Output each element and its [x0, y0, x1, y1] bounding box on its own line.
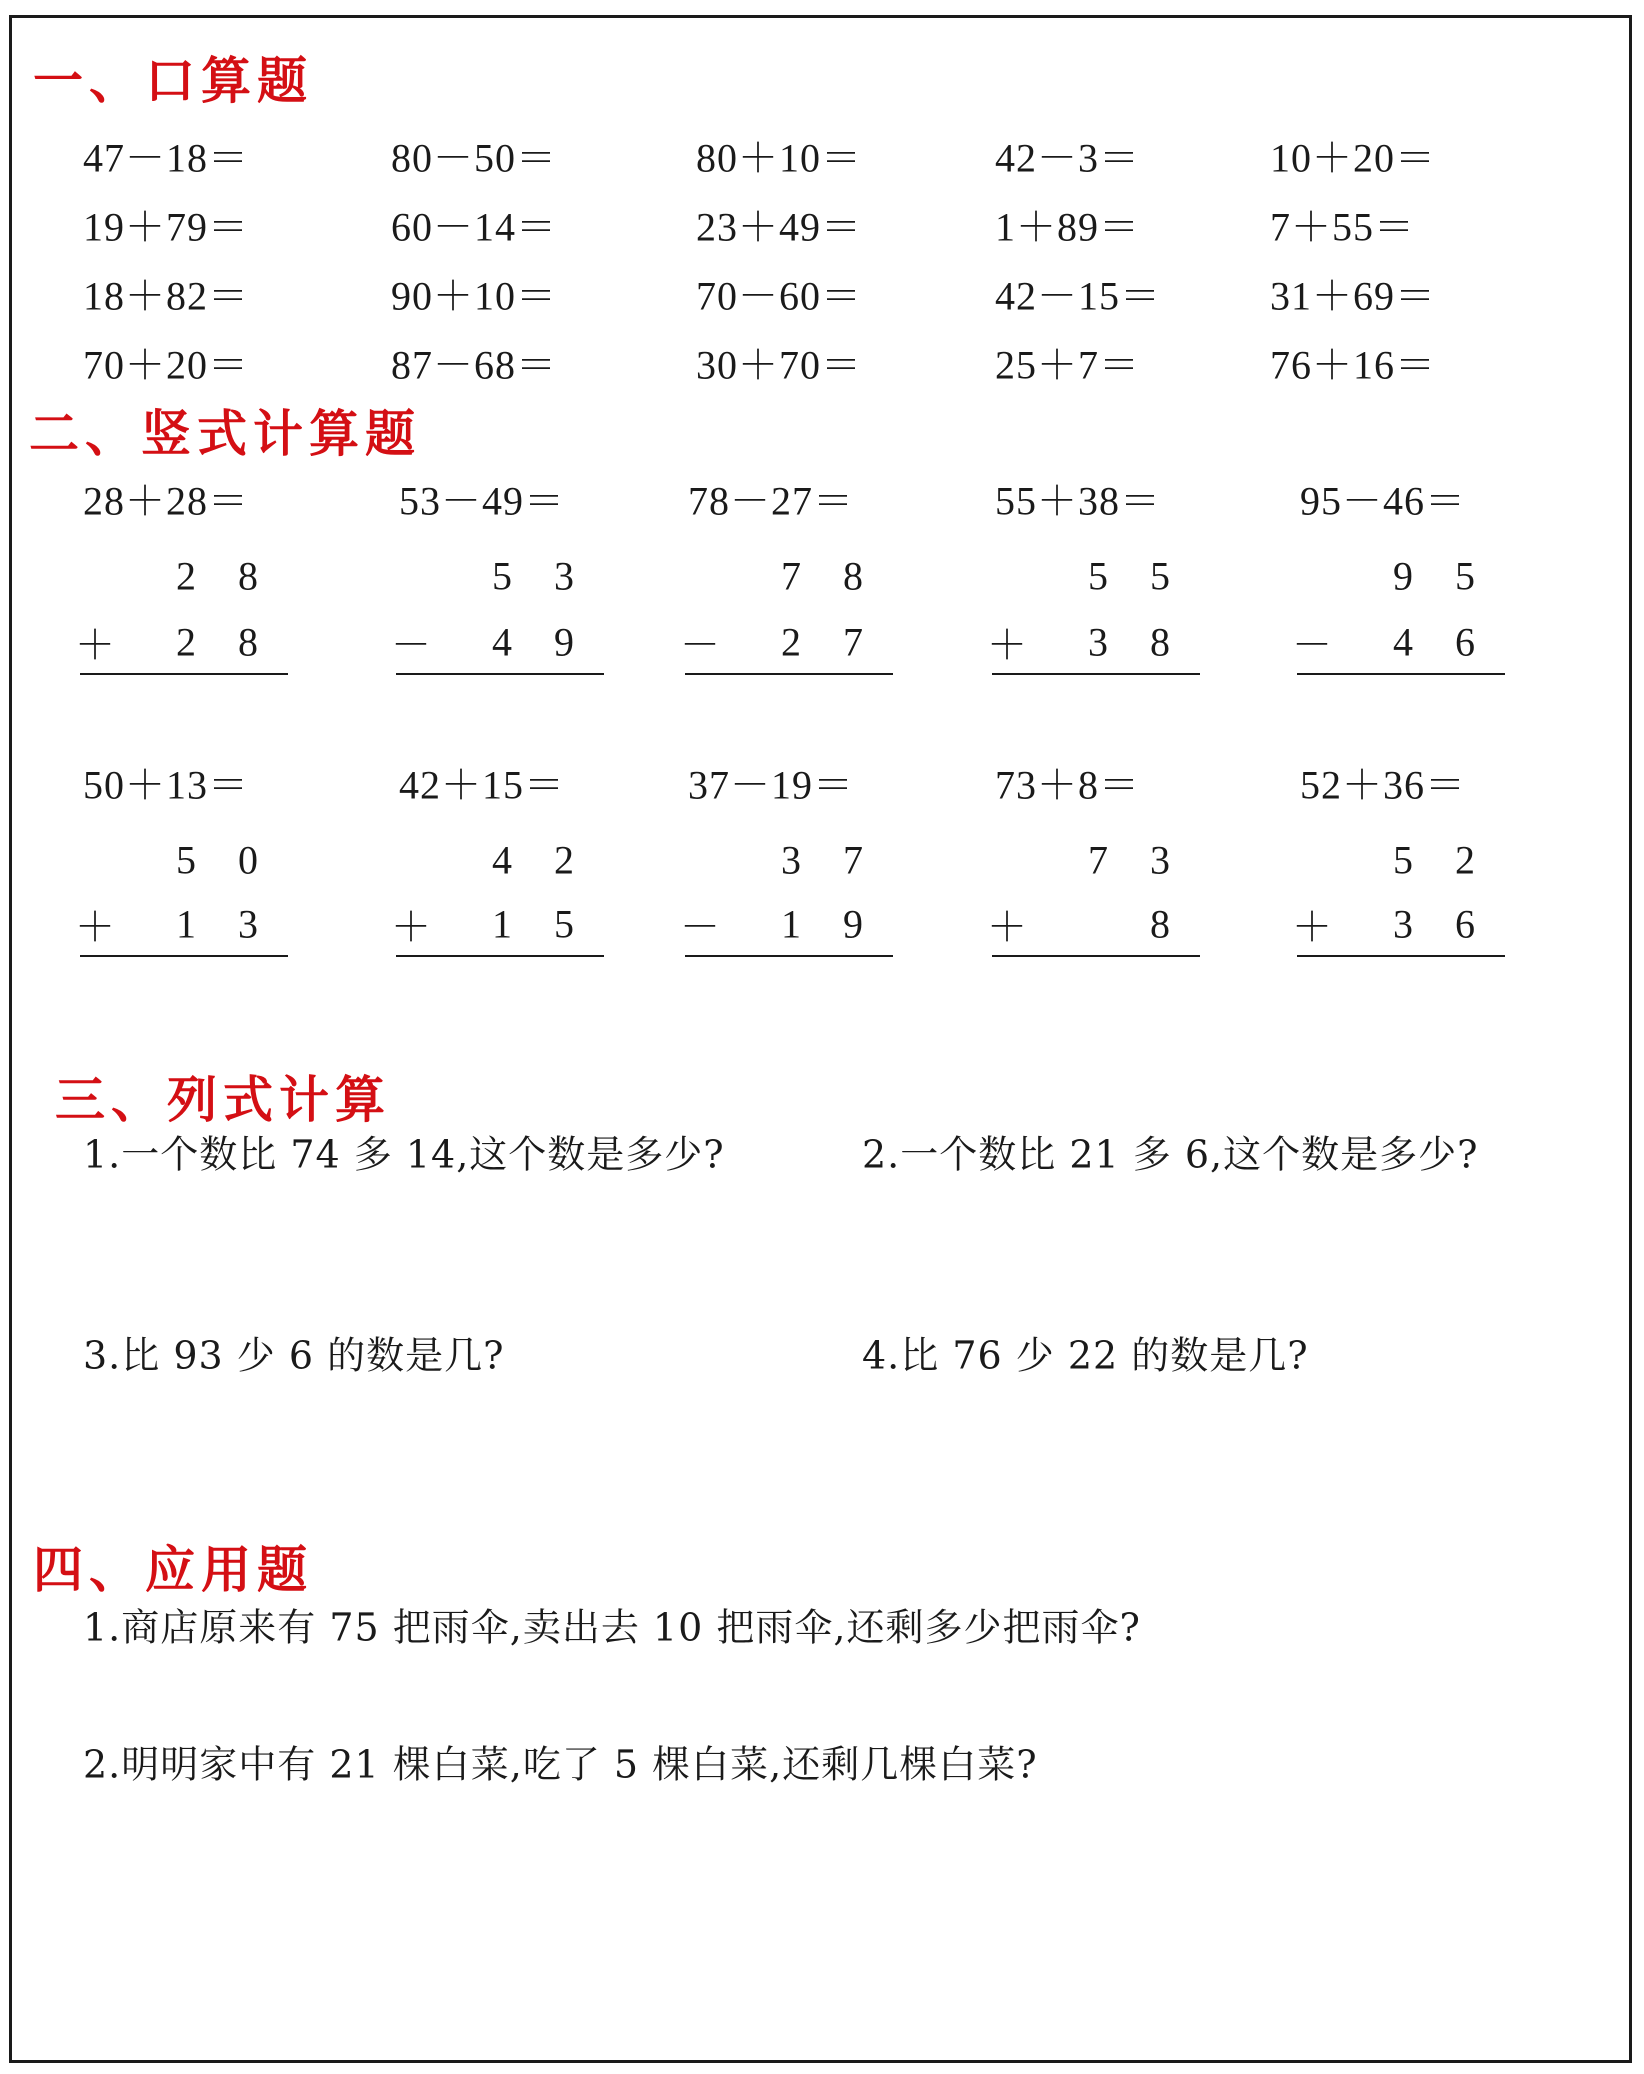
answer-line — [685, 673, 893, 675]
bottom-digit-ones: 8 — [1150, 901, 1170, 947]
question: 3.比 93 少 6 的数是几? — [83, 1333, 505, 1378]
bottom-digit-tens: 1 — [176, 901, 196, 947]
section-title: 三、列式计算 — [55, 1070, 391, 1129]
bottom-digit-tens: 2 — [176, 619, 196, 665]
operator-sign: － — [1292, 622, 1332, 668]
operator-sign: ＋ — [75, 622, 115, 668]
oral-problem: 76＋16＝ — [1270, 342, 1436, 388]
operator-sign: ＋ — [1292, 904, 1332, 950]
oral-problem: 42－3＝ — [995, 135, 1140, 181]
answer-line — [992, 955, 1200, 957]
top-digit-tens: 5 — [176, 837, 196, 883]
oral-problem: 60－14＝ — [391, 204, 557, 250]
oral-problem: 42－15＝ — [995, 273, 1161, 319]
top-digit-ones: 3 — [554, 553, 574, 599]
oral-problem: 25＋7＝ — [995, 342, 1140, 388]
vertical-problem-equation: 73＋8＝ — [995, 762, 1140, 808]
section-title: 一、口算题 — [33, 51, 313, 110]
question: 2.一个数比 21 多 6,这个数是多少? — [862, 1132, 1479, 1177]
bottom-digit-ones: 9 — [554, 619, 574, 665]
top-digit-ones: 2 — [1455, 837, 1475, 883]
operator-sign: ＋ — [75, 904, 115, 950]
bottom-digit-ones: 9 — [843, 901, 863, 947]
top-digit-ones: 8 — [238, 553, 258, 599]
oral-problem: 90＋10＝ — [391, 273, 557, 319]
top-digit-ones: 5 — [1150, 553, 1170, 599]
question: 1.一个数比 74 多 14,这个数是多少? — [83, 1132, 725, 1177]
vertical-problem-equation: 37－19＝ — [688, 762, 854, 808]
vertical-problem-equation: 55＋38＝ — [995, 478, 1161, 524]
section-title: 二、竖式计算题 — [29, 404, 421, 463]
top-digit-tens: 2 — [176, 553, 196, 599]
top-digit-ones: 2 — [554, 837, 574, 883]
top-digit-tens: 3 — [781, 837, 801, 883]
top-digit-tens: 7 — [781, 553, 801, 599]
top-digit-ones: 8 — [843, 553, 863, 599]
operator-sign: － — [680, 622, 720, 668]
section-title: 四、应用题 — [33, 1540, 313, 1599]
question: 4.比 76 少 22 的数是几? — [862, 1333, 1309, 1378]
oral-problem: 1＋89＝ — [995, 204, 1140, 250]
operator-sign: － — [391, 622, 431, 668]
answer-line — [396, 955, 604, 957]
vertical-problem-equation: 42＋15＝ — [399, 762, 565, 808]
oral-problem: 7＋55＝ — [1270, 204, 1415, 250]
vertical-problem-equation: 52＋36＝ — [1300, 762, 1466, 808]
bottom-digit-ones: 7 — [843, 619, 863, 665]
vertical-problem-equation: 28＋28＝ — [83, 478, 249, 524]
bottom-digit-tens: 2 — [781, 619, 801, 665]
oral-problem: 70－60＝ — [696, 273, 862, 319]
bottom-digit-tens: 4 — [1393, 619, 1413, 665]
oral-problem: 87－68＝ — [391, 342, 557, 388]
top-digit-tens: 5 — [492, 553, 512, 599]
oral-problem: 23＋49＝ — [696, 204, 862, 250]
oral-problem: 80－50＝ — [391, 135, 557, 181]
top-digit-tens: 5 — [1393, 837, 1413, 883]
answer-line — [80, 673, 288, 675]
top-digit-tens: 7 — [1088, 837, 1108, 883]
vertical-problem-equation: 95－46＝ — [1300, 478, 1466, 524]
oral-problem: 80＋10＝ — [696, 135, 862, 181]
bottom-digit-tens: 1 — [492, 901, 512, 947]
answer-line — [396, 673, 604, 675]
bottom-digit-ones: 3 — [238, 901, 258, 947]
answer-line — [80, 955, 288, 957]
vertical-problem-equation: 78－27＝ — [688, 478, 854, 524]
bottom-digit-tens: 4 — [492, 619, 512, 665]
word-problem: 2.明明家中有 21 棵白菜,吃了 5 棵白菜,还剩几棵白菜? — [83, 1742, 1038, 1787]
bottom-digit-tens: 3 — [1393, 901, 1413, 947]
oral-problem: 47－18＝ — [83, 135, 249, 181]
top-digit-tens: 5 — [1088, 553, 1108, 599]
top-digit-ones: 0 — [238, 837, 258, 883]
top-digit-tens: 9 — [1393, 553, 1413, 599]
operator-sign: ＋ — [987, 622, 1027, 668]
answer-line — [685, 955, 893, 957]
oral-problem: 70＋20＝ — [83, 342, 249, 388]
answer-line — [992, 673, 1200, 675]
oral-problem: 18＋82＝ — [83, 273, 249, 319]
bottom-digit-tens: 3 — [1088, 619, 1108, 665]
top-digit-ones: 3 — [1150, 837, 1170, 883]
bottom-digit-ones: 5 — [554, 901, 574, 947]
answer-line — [1297, 673, 1505, 675]
bottom-digit-ones: 6 — [1455, 901, 1475, 947]
top-digit-tens: 4 — [492, 837, 512, 883]
answer-line — [1297, 955, 1505, 957]
operator-sign: ＋ — [987, 904, 1027, 950]
top-digit-ones: 7 — [843, 837, 863, 883]
vertical-problem-equation: 53－49＝ — [399, 478, 565, 524]
oral-problem: 30＋70＝ — [696, 342, 862, 388]
oral-problem: 10＋20＝ — [1270, 135, 1436, 181]
oral-problem: 19＋79＝ — [83, 204, 249, 250]
bottom-digit-ones: 6 — [1455, 619, 1475, 665]
bottom-digit-tens: 1 — [781, 901, 801, 947]
bottom-digit-ones: 8 — [1150, 619, 1170, 665]
vertical-problem-equation: 50＋13＝ — [83, 762, 249, 808]
operator-sign: － — [680, 904, 720, 950]
oral-problem: 31＋69＝ — [1270, 273, 1436, 319]
top-digit-ones: 5 — [1455, 553, 1475, 599]
operator-sign: ＋ — [391, 904, 431, 950]
word-problem: 1.商店原来有 75 把雨伞,卖出去 10 把雨伞,还剩多少把雨伞? — [83, 1605, 1141, 1650]
bottom-digit-ones: 8 — [238, 619, 258, 665]
